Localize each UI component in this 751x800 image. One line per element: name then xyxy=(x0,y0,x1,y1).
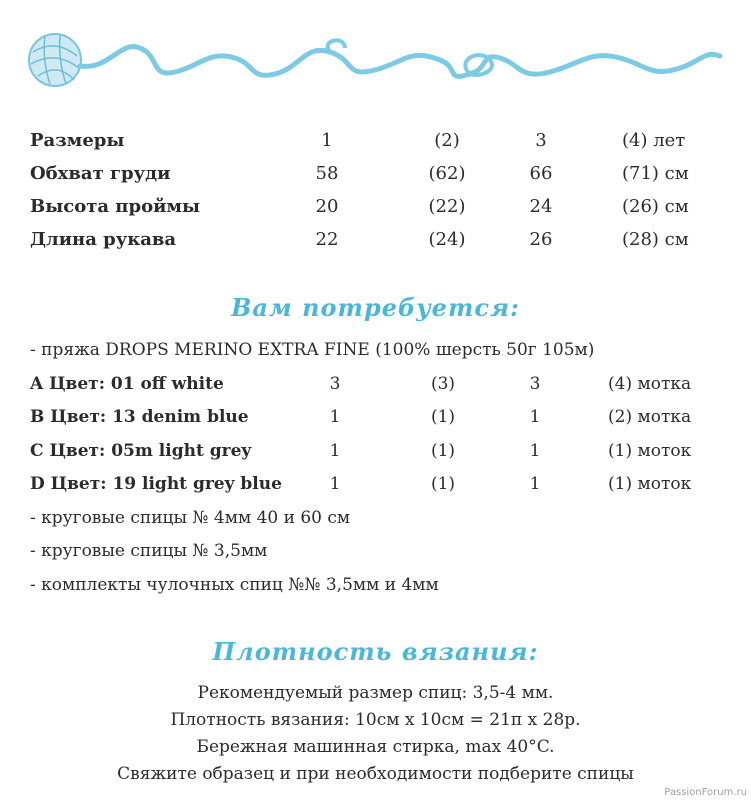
size-value-3: 26 xyxy=(529,229,553,250)
size-value-2: (2) xyxy=(434,130,460,151)
size-value-4: (71) см xyxy=(622,163,689,184)
size-row-label: Высота проймы xyxy=(30,196,201,217)
materials-heading: Вам потребуется: xyxy=(231,293,520,322)
needle-line xyxy=(30,508,730,542)
color-value-4: (4) мотка xyxy=(608,373,692,394)
needle-line xyxy=(30,541,730,575)
yarn-line-text: - пряжа DROPS MERINO EXTRA FINE (100% шерсть 50г 105м) xyxy=(30,340,595,360)
materials-list xyxy=(30,340,730,608)
yarn-ball-ornament-icon xyxy=(0,0,751,110)
color-value-2: (1) xyxy=(430,407,456,427)
size-value-1: 22 xyxy=(315,229,339,250)
size-value-2: (24) xyxy=(428,229,466,250)
needle-line-text: - круговые спицы № 4мм 40 и 60 см xyxy=(30,507,351,528)
color-value-4: (1) моток xyxy=(608,440,692,461)
color-value-4: (2) мотка xyxy=(608,407,692,427)
color-value-2: (1) xyxy=(430,440,456,461)
size-row-label: Длина рукава xyxy=(30,229,177,250)
yarn-line xyxy=(30,340,730,374)
color-row xyxy=(30,474,730,508)
color-value-2: (3) xyxy=(430,373,456,394)
color-row xyxy=(30,441,730,475)
needle-line xyxy=(30,575,730,609)
needle-line-text: - комплекты чулочных спиц №№ 3,5мм и 4мм xyxy=(30,574,439,595)
size-table xyxy=(30,130,730,262)
size-value-2: (22) xyxy=(428,196,466,217)
size-value-3: 3 xyxy=(535,130,547,151)
gauge-line: Бережная машинная стирка, max 40°C. xyxy=(196,737,555,757)
watermark: PassionForum.ru xyxy=(664,787,747,798)
size-value-2: (62) xyxy=(428,163,466,184)
size-value-3: 24 xyxy=(529,196,553,217)
gauge-line: Плотность вязания: 10см х 10см = 21п х 28р. xyxy=(170,710,581,730)
size-row xyxy=(30,229,730,262)
color-value-2: (1) xyxy=(430,474,456,494)
color-row xyxy=(30,407,730,441)
color-value-3: 3 xyxy=(529,373,541,394)
color-row-label: A Цвет: 01 off white xyxy=(30,373,224,394)
size-row xyxy=(30,196,730,229)
color-value-3: 1 xyxy=(529,440,541,461)
color-value-3: 1 xyxy=(529,474,541,494)
size-row xyxy=(30,130,730,163)
gauge-text xyxy=(0,680,751,788)
size-row-label: Обхват груди xyxy=(30,163,171,184)
gauge-line: Рекомендуемый размер спиц: 3,5-4 мм. xyxy=(197,683,554,703)
size-value-4: (26) см xyxy=(622,196,689,217)
size-value-4: (28) см xyxy=(622,229,689,250)
color-value-3: 1 xyxy=(529,407,541,427)
color-row-label: B Цвет: 13 denim blue xyxy=(30,407,249,427)
gauge-line: Свяжите образец и при необходимости подберите спицы xyxy=(117,764,634,784)
color-value-1: 3 xyxy=(329,373,341,394)
color-value-1: 1 xyxy=(329,407,341,427)
color-value-1: 1 xyxy=(329,474,341,494)
size-value-3: 66 xyxy=(529,163,553,184)
color-row xyxy=(30,374,730,408)
needle-line-text: - круговые спицы № 3,5мм xyxy=(30,541,268,561)
size-value-4: (4) лет xyxy=(622,130,686,151)
size-row-label: Размеры xyxy=(30,130,125,151)
size-row xyxy=(30,163,730,196)
color-row-label: D Цвет: 19 light grey blue xyxy=(30,474,282,494)
color-row-label: C Цвет: 05m light grey xyxy=(30,440,252,461)
size-value-1: 58 xyxy=(315,163,339,184)
color-value-4: (1) моток xyxy=(608,474,692,494)
color-value-1: 1 xyxy=(329,440,341,461)
size-value-1: 20 xyxy=(315,196,339,217)
size-value-1: 1 xyxy=(321,130,333,151)
gauge-heading: Плотность вязания: xyxy=(212,637,539,666)
